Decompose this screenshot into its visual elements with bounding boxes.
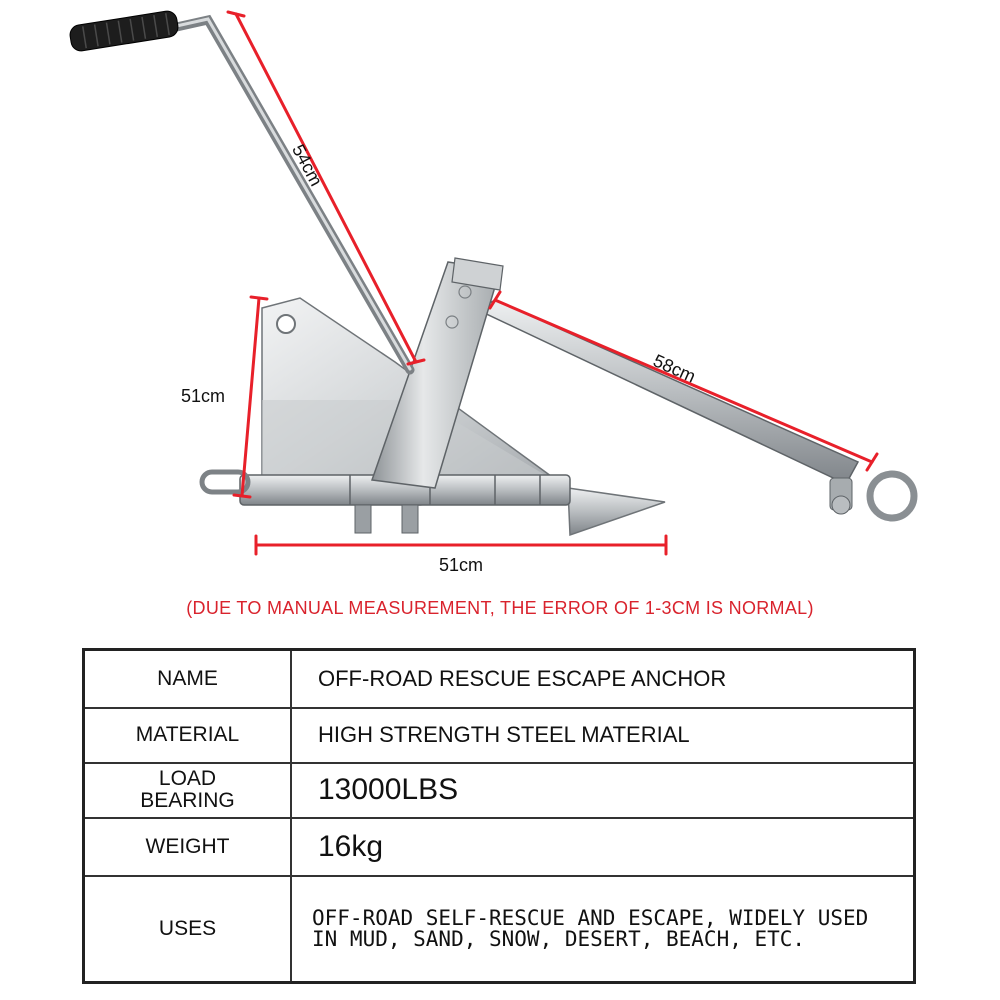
- spec-label-load-line2: BEARING: [140, 789, 235, 812]
- spec-value-weight: 16kg: [291, 818, 915, 876]
- spec-label-uses: USES: [84, 876, 292, 983]
- plate-hole: [277, 315, 295, 333]
- table-row: [84, 763, 915, 818]
- table-row: [84, 708, 915, 763]
- dim-label-fluke-height: 51cm: [181, 386, 226, 406]
- measurement-note: (DUE TO MANUAL MEASUREMENT, THE ERROR OF 1-3CM IS NORMAL): [186, 598, 814, 618]
- anchor-spike: [568, 488, 665, 535]
- anchor-illustration: [69, 10, 914, 535]
- table-row: [84, 876, 915, 983]
- table-row: [84, 650, 915, 708]
- spec-value-material: HIGH STRENGTH STEEL MATERIAL: [291, 708, 915, 763]
- spec-value-uses: OFF-ROAD SELF-RESCUE AND ESCAPE, WIDELY USED IN MUD, SAND, SNOW, DESERT, BEACH, ETC.: [291, 876, 915, 983]
- spec-label-load-bearing: [84, 763, 292, 818]
- spec-label-name: NAME: [84, 650, 292, 708]
- spec-label-weight: WEIGHT: [84, 818, 292, 876]
- spec-label-material: MATERIAL: [84, 708, 292, 763]
- spec-value-name: OFF-ROAD RESCUE ESCAPE ANCHOR: [291, 650, 915, 708]
- spec-table: [82, 648, 916, 984]
- anchor-arm: [478, 300, 858, 484]
- spec-value-load-bearing: 13000LBS: [291, 763, 915, 818]
- table-row: [84, 818, 915, 876]
- dim-label-handle: 54cm: [288, 141, 327, 190]
- shackle: [830, 474, 914, 518]
- spec-label-load-line1: LOAD: [158, 767, 217, 790]
- dim-label-fluke-length: 51cm: [438, 555, 484, 575]
- dim-line-fluke-height: [242, 298, 259, 496]
- dim-label-arm: 58cm: [650, 350, 699, 387]
